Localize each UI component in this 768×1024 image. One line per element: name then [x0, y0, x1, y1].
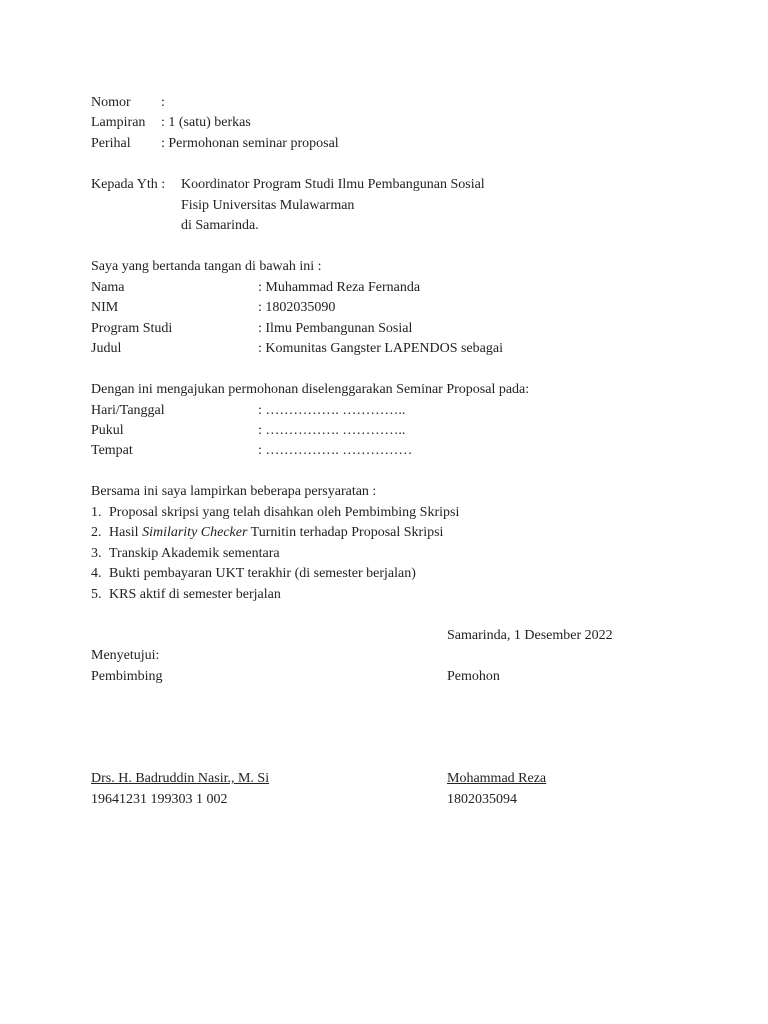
applicant-id: 1802035094: [447, 792, 517, 807]
recipient-line-2: Fisip Universitas Mulawarman: [181, 198, 355, 213]
applicant-name: Mohammad Reza: [447, 771, 547, 786]
field-row: [91, 339, 503, 359]
nomor-row: [91, 93, 165, 113]
nomor-value: :: [161, 95, 165, 110]
list-item: [91, 564, 416, 584]
field-value: : 1802035090: [258, 300, 336, 315]
lampiran-row: [91, 113, 251, 133]
field-row: [91, 421, 406, 441]
lampiran-label: Lampiran: [91, 115, 146, 130]
nomor-label: Nomor: [91, 95, 131, 110]
perihal-value: : Permohonan seminar proposal: [161, 136, 339, 151]
list-item: [91, 585, 281, 605]
list-number: 1.: [91, 505, 102, 520]
place-date: Samarinda, 1 Desember 2022: [447, 628, 613, 643]
right-role: Pemohon: [447, 669, 500, 684]
recipient-line-1: Koordinator Program Studi Ilmu Pembangunan Sosial: [181, 177, 485, 192]
perihal-row: [91, 134, 339, 154]
list-number: 5.: [91, 587, 102, 602]
list-text-post: Turnitin terhadap Proposal Skripsi: [247, 525, 444, 540]
lampiran-value: : 1 (satu) berkas: [161, 115, 251, 130]
field-value: : Ilmu Pembangunan Sosial: [258, 321, 413, 336]
left-role: Pembimbing: [91, 669, 163, 684]
field-label: Pukul: [91, 423, 124, 438]
similarity-checker-term: Similarity Checker: [142, 525, 248, 540]
list-item: [91, 523, 444, 543]
recipient-label: Kepada Yth :: [91, 177, 166, 192]
list-number: 2.: [91, 525, 102, 540]
field-row: [91, 298, 336, 318]
field-label: Program Studi: [91, 321, 173, 336]
field-value: : ……………. …………..: [258, 403, 406, 418]
field-value: : Komunitas Gangster LAPENDOS sebagai: [258, 341, 503, 356]
field-row: [91, 441, 413, 461]
perihal-label: Perihal: [91, 136, 131, 151]
list-text: [109, 523, 443, 543]
field-value: : ……………. ……………: [258, 443, 413, 458]
list-text: Proposal skripsi yang telah disahkan oleh Pembimbing Skripsi: [109, 505, 460, 520]
approve-label: Menyetujui:: [91, 648, 160, 663]
field-label: Nama: [91, 280, 125, 295]
field-label: Judul: [91, 341, 122, 356]
field-value: : Muhammad Reza Fernanda: [258, 280, 421, 295]
field-row: [91, 319, 413, 339]
list-text: Transkip Akademik sementara: [109, 546, 280, 561]
list-text: Bukti pembayaran UKT terakhir (di semester berjalan): [109, 566, 416, 581]
field-row: [91, 401, 406, 421]
list-item: [91, 503, 460, 523]
list-number: 3.: [91, 546, 102, 561]
field-row: [91, 278, 421, 298]
list-text-pre: Hasil: [109, 525, 143, 540]
seminar-intro: Dengan ini mengajukan permohonan diselenggarakan Seminar Proposal pada:: [91, 382, 530, 397]
applicant-intro: Saya yang bertanda tangan di bawah ini :: [91, 259, 322, 274]
list-text: KRS aktif di semester berjalan: [109, 587, 281, 602]
field-label: Tempat: [91, 443, 133, 458]
supervisor-name: Drs. H. Badruddin Nasir., M. Si: [91, 771, 270, 786]
supervisor-id: 19641231 199303 1 002: [91, 792, 228, 807]
recipient-line-3: di Samarinda.: [181, 218, 259, 233]
field-label: NIM: [91, 300, 119, 315]
requirements-intro: Bersama ini saya lampirkan beberapa persyaratan :: [91, 484, 377, 499]
list-item: [91, 544, 280, 564]
field-value: : ……………. …………..: [258, 423, 406, 438]
list-number: 4.: [91, 566, 102, 581]
field-label: Hari/Tanggal: [91, 403, 165, 418]
